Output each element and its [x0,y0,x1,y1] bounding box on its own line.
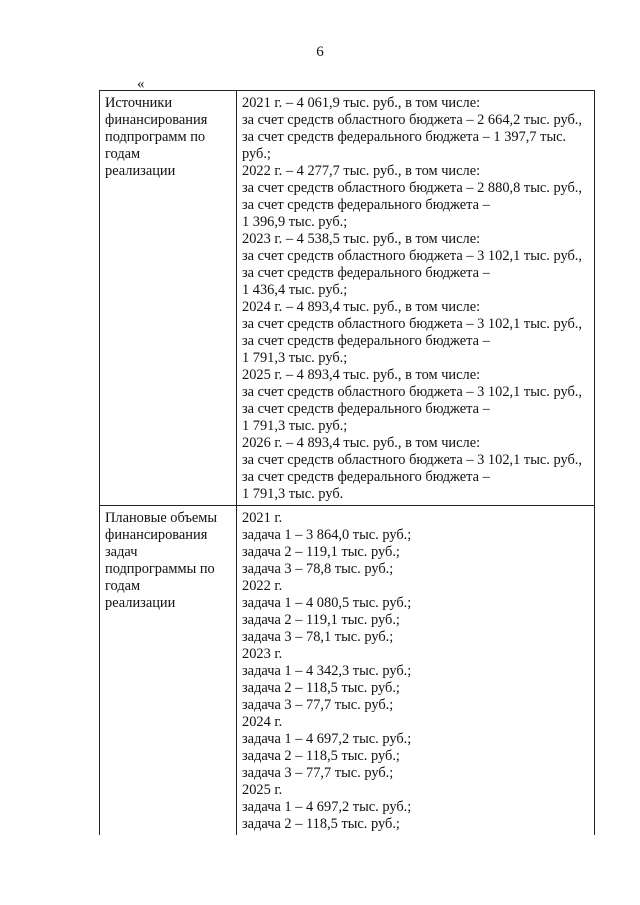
value-line: за счет средств федерального бюджета – [242,469,490,485]
value-line: руб.; [242,146,271,162]
value-line: 1 791,3 тыс. руб.; [242,418,348,434]
value-line: за счет средств областного бюджета – 3 102,1 тыс. руб., [242,248,582,264]
value-line: за счет средств областного бюджета – 2 880,8 тыс. руб., [242,180,582,196]
value-line: за счет средств областного бюджета – 3 102,1 тыс. руб., [242,316,582,332]
value-line: за счет средств областного бюджета – 3 102,1 тыс. руб., [242,452,582,468]
label-line: годам [105,578,141,594]
planned-task-funding-row [100,506,595,836]
funding-sources-value-cell [237,91,595,506]
value-line: задача 1 – 4 342,3 тыс. руб.; [242,663,412,679]
value-line: 2026 г. – 4 893,4 тыс. руб., в том числе: [242,435,481,451]
value-line: задача 1 – 3 864,0 тыс. руб.; [242,527,412,543]
value-line: за счет средств федерального бюджета – [242,333,490,349]
value-line: задача 2 – 118,5 тыс. руб.; [242,816,400,832]
planned-task-funding-label-cell [100,506,237,836]
value-line: 2021 г. [242,510,283,526]
value-line: задача 3 – 78,8 тыс. руб.; [242,561,394,577]
label-line: задач [105,544,138,560]
value-line: задача 3 – 78,1 тыс. руб.; [242,629,394,645]
label-line: Плановые объемы [105,510,218,526]
value-line: 2025 г. [242,782,283,798]
label-line: финансирования [105,112,208,128]
value-line: за счет средств областного бюджета – 2 664,2 тыс. руб., [242,112,582,128]
label-line: годам [105,146,141,162]
subprogram-passport-table [99,90,595,835]
value-line: задача 1 – 4 697,2 тыс. руб.; [242,731,412,747]
funding-sources-label-cell [100,91,237,506]
value-line: 2021 г. – 4 061,9 тыс. руб., в том числе: [242,95,481,111]
value-line: 2022 г. [242,578,283,594]
value-line: за счет средств федерального бюджета – [242,401,490,417]
value-line: за счет средств федерального бюджета – [242,265,490,281]
value-line: 2024 г. [242,714,283,730]
value-line: задача 2 – 118,5 тыс. руб.; [242,748,400,764]
label-line: Источники [105,95,173,111]
value-line: 2025 г. – 4 893,4 тыс. руб., в том числе: [242,367,481,383]
funding-sources-row [100,91,595,506]
value-line: задача 2 – 118,5 тыс. руб.; [242,680,400,696]
value-line: 1 791,3 тыс. руб.; [242,350,348,366]
planned-task-funding-value-cell [237,506,595,836]
opening-quote-mark: « [137,76,145,92]
value-line: за счет средств областного бюджета – 3 102,1 тыс. руб., [242,384,582,400]
label-line: подпрограммы по [105,561,215,577]
value-line: 2024 г. – 4 893,4 тыс. руб., в том числе: [242,299,481,315]
value-line: 1 396,9 тыс. руб.; [242,214,348,230]
value-line: 2023 г. – 4 538,5 тыс. руб., в том числе: [242,231,481,247]
label-line: реализации [105,595,176,611]
value-line: 1 436,4 тыс. руб.; [242,282,348,298]
value-line: задача 3 – 77,7 тыс. руб.; [242,765,394,781]
label-line: финансирования [105,527,208,543]
value-line: задача 2 – 119,1 тыс. руб.; [242,612,400,628]
value-line: за счет средств федерального бюджета – [242,197,490,213]
value-line: за счет средств федерального бюджета – 1 397,7 тыс. [242,129,567,145]
value-line: 2023 г. [242,646,283,662]
label-line: подпрограмм по [105,129,206,145]
value-line: 2022 г. – 4 277,7 тыс. руб., в том числе: [242,163,481,179]
value-line: 1 791,3 тыс. руб. [242,486,344,502]
page-number: 6 [316,44,324,60]
value-line: задача 1 – 4 080,5 тыс. руб.; [242,595,412,611]
label-line: реализации [105,163,176,179]
value-line: задача 1 – 4 697,2 тыс. руб.; [242,799,412,815]
value-line: задача 2 – 119,1 тыс. руб.; [242,544,400,560]
value-line: задача 3 – 77,7 тыс. руб.; [242,697,394,713]
